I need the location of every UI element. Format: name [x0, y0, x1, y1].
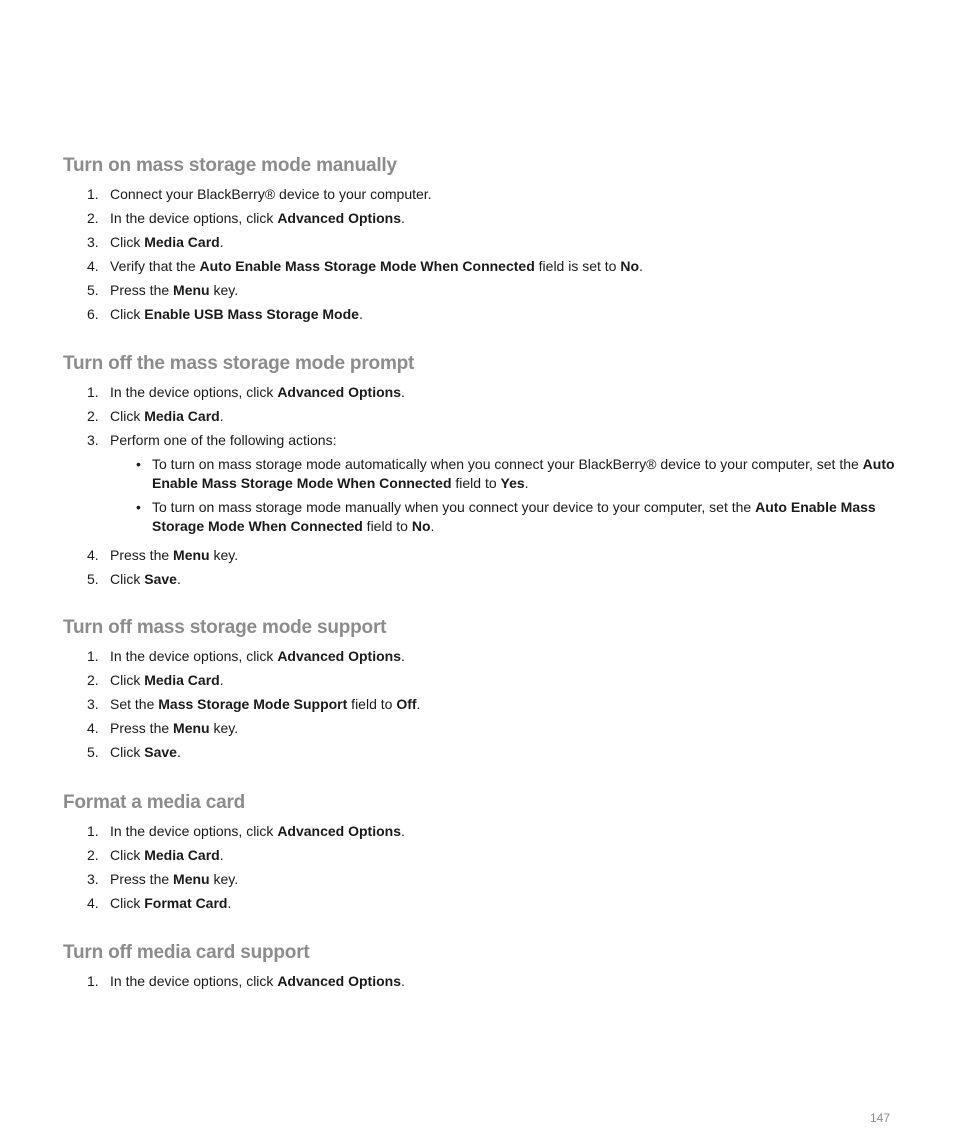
ui-term: Menu	[173, 547, 210, 563]
ui-term: Auto Enable Mass Storage Mode When Connected	[199, 258, 535, 274]
section-turn-on-mass-storage	[63, 155, 903, 329]
section-heading: Turn off media card support	[63, 942, 310, 963]
text-run: In the device options, click	[110, 648, 278, 664]
text-run: .	[219, 847, 224, 863]
ui-term: Enable USB Mass Storage Mode	[144, 306, 359, 322]
step-list	[63, 647, 903, 761]
step-number: 1.	[87, 186, 99, 202]
ui-term: Media Card	[144, 408, 220, 424]
text-run: .	[401, 648, 405, 664]
step-list	[63, 383, 903, 588]
ui-term: Save	[144, 571, 177, 587]
step-item	[63, 546, 903, 564]
text-run: .	[219, 408, 224, 424]
text-run: .	[227, 895, 232, 911]
ui-term: Menu	[173, 871, 210, 887]
ui-term: Yes	[500, 475, 525, 491]
text-run: .	[219, 672, 224, 688]
step-number: 6.	[87, 306, 99, 322]
section-heading: Turn off mass storage mode support	[63, 617, 387, 638]
step-item	[63, 743, 903, 761]
step-text	[110, 408, 224, 424]
ui-term: Format Card	[144, 895, 228, 911]
step-item	[63, 407, 903, 425]
text-run: key.	[209, 720, 239, 736]
text-run: To turn on mass storage mode manually when you connect your device to your computer, set the	[152, 499, 756, 515]
step-number: 4.	[87, 547, 99, 563]
text-run: .	[176, 571, 181, 587]
text-run: .	[401, 823, 405, 839]
step-number: 1.	[87, 973, 99, 989]
step-number: 2.	[87, 408, 99, 424]
bullet-icon: •	[136, 456, 141, 472]
text-run: .	[176, 744, 181, 760]
step-text	[110, 823, 405, 839]
section-heading: Format a media card	[63, 792, 246, 813]
step-number: 1.	[87, 823, 99, 839]
text-run: key.	[209, 282, 239, 298]
text-run: In the device options, click	[110, 823, 278, 839]
step-text	[110, 648, 405, 664]
step-text	[110, 696, 420, 712]
option-text	[152, 499, 876, 534]
text-run: .	[416, 696, 421, 712]
ui-term: Auto Enable Mass Storage Mode When Connected	[152, 456, 895, 491]
step-number: 3.	[87, 234, 99, 250]
text-run: Click	[110, 847, 145, 863]
ui-term: Advanced Options	[277, 973, 401, 989]
section-turn-off-prompt	[63, 353, 903, 594]
text-run: Click	[110, 234, 145, 250]
text-run: Click	[110, 306, 145, 322]
step-item	[63, 185, 903, 203]
section-turn-off-media-card-support	[63, 942, 903, 996]
step-list	[63, 972, 903, 990]
text-run: .	[401, 210, 405, 226]
ui-term: Advanced Options	[277, 384, 401, 400]
text-run: .	[358, 306, 363, 322]
step-item	[63, 822, 903, 840]
text-run: key.	[209, 871, 239, 887]
step-item	[63, 894, 903, 912]
step-text	[110, 282, 238, 298]
text-run: Verify that the	[110, 258, 200, 274]
step-text	[110, 744, 181, 760]
text-run: In the device options, click	[110, 384, 278, 400]
text-run: Press the	[110, 871, 174, 887]
ui-term: Media Card	[144, 672, 220, 688]
text-run: In the device options, click	[110, 210, 278, 226]
step-item	[63, 305, 903, 323]
step-text	[110, 384, 405, 400]
step-text	[110, 847, 224, 863]
step-item	[63, 695, 903, 713]
section-format-media-card	[63, 792, 903, 918]
text-run: .	[401, 973, 405, 989]
section-heading: Turn on mass storage mode manually	[63, 155, 397, 176]
ui-term: Advanced Options	[277, 648, 401, 664]
text-run: Click	[110, 672, 145, 688]
step-number: 2.	[87, 847, 99, 863]
ui-term: Save	[144, 744, 177, 760]
step-text	[110, 547, 238, 563]
text-run: In the device options, click	[110, 973, 278, 989]
step-text	[110, 895, 231, 911]
text-run: Click	[110, 408, 145, 424]
step-text	[110, 672, 224, 688]
text-run: Connect your BlackBerry® device to your computer.	[110, 186, 432, 202]
step-number: 3.	[87, 432, 99, 448]
ui-term: Media Card	[144, 847, 220, 863]
step-item	[63, 281, 903, 299]
bullet-icon: •	[136, 499, 141, 515]
step-item	[63, 383, 903, 401]
step-number: 4.	[87, 720, 99, 736]
text-run: .	[401, 384, 405, 400]
step-text	[110, 210, 405, 226]
step-text	[110, 720, 238, 736]
option-item	[110, 455, 903, 493]
step-number: 2.	[87, 210, 99, 226]
text-run: Click	[110, 571, 145, 587]
step-item	[63, 671, 903, 689]
option-list	[110, 455, 903, 536]
step-number: 3.	[87, 696, 99, 712]
ui-term: No	[411, 518, 431, 534]
text-run: field to	[451, 475, 501, 491]
text-run: Click	[110, 895, 145, 911]
step-item	[63, 972, 903, 990]
text-run: .	[430, 518, 435, 534]
text-run: .	[524, 475, 529, 491]
step-item	[63, 870, 903, 888]
step-number: 2.	[87, 672, 99, 688]
step-number: 4.	[87, 258, 99, 274]
step-number: 1.	[87, 384, 99, 400]
step-number: 5.	[87, 571, 99, 587]
ui-term: Menu	[173, 282, 210, 298]
step-text	[110, 306, 363, 322]
step-item	[63, 570, 903, 588]
text-run: .	[639, 258, 643, 274]
step-list	[63, 822, 903, 912]
step-text	[110, 571, 181, 587]
step-text	[110, 432, 336, 448]
text-run: field to	[362, 518, 412, 534]
step-number: 5.	[87, 744, 99, 760]
step-number: 3.	[87, 871, 99, 887]
option-item	[110, 498, 903, 536]
step-item	[63, 431, 903, 536]
ui-term: Off	[396, 696, 417, 712]
section-turn-off-mass-storage-support	[63, 617, 903, 767]
step-text	[110, 234, 224, 250]
text-run: field to	[347, 696, 397, 712]
ui-term: Auto Enable Mass Storage Mode When Connected	[152, 499, 876, 534]
ui-term: Menu	[173, 720, 210, 736]
text-run: Press the	[110, 547, 174, 563]
step-number: 1.	[87, 648, 99, 664]
ui-term: Advanced Options	[277, 210, 401, 226]
text-run: Press the	[110, 720, 174, 736]
text-run: Press the	[110, 282, 174, 298]
step-list	[63, 185, 903, 323]
step-text	[110, 258, 643, 274]
page-number: 147	[869, 1111, 890, 1125]
text-run: Click	[110, 744, 145, 760]
step-text	[110, 973, 405, 989]
step-item	[63, 257, 903, 275]
step-item	[63, 846, 903, 864]
step-number: 4.	[87, 895, 99, 911]
step-number: 5.	[87, 282, 99, 298]
ui-term: No	[620, 258, 640, 274]
text-run: .	[219, 234, 224, 250]
option-text	[152, 456, 895, 491]
step-item	[63, 233, 903, 251]
step-item	[63, 719, 903, 737]
ui-term: Mass Storage Mode Support	[158, 696, 348, 712]
text-run: key.	[209, 547, 239, 563]
section-heading: Turn off the mass storage mode prompt	[63, 353, 415, 374]
text-run: To turn on mass storage mode automatically when you connect your BlackBerry® device to your computer, set the	[152, 456, 863, 472]
step-item	[63, 647, 903, 665]
text-run: Perform one of the following actions:	[110, 432, 337, 448]
ui-term: Media Card	[144, 234, 220, 250]
ui-term: Advanced Options	[277, 823, 401, 839]
step-text	[110, 871, 238, 887]
step-item	[63, 209, 903, 227]
step-text	[110, 186, 432, 202]
text-run: field is set to	[534, 258, 621, 274]
text-run: Set the	[110, 696, 159, 712]
